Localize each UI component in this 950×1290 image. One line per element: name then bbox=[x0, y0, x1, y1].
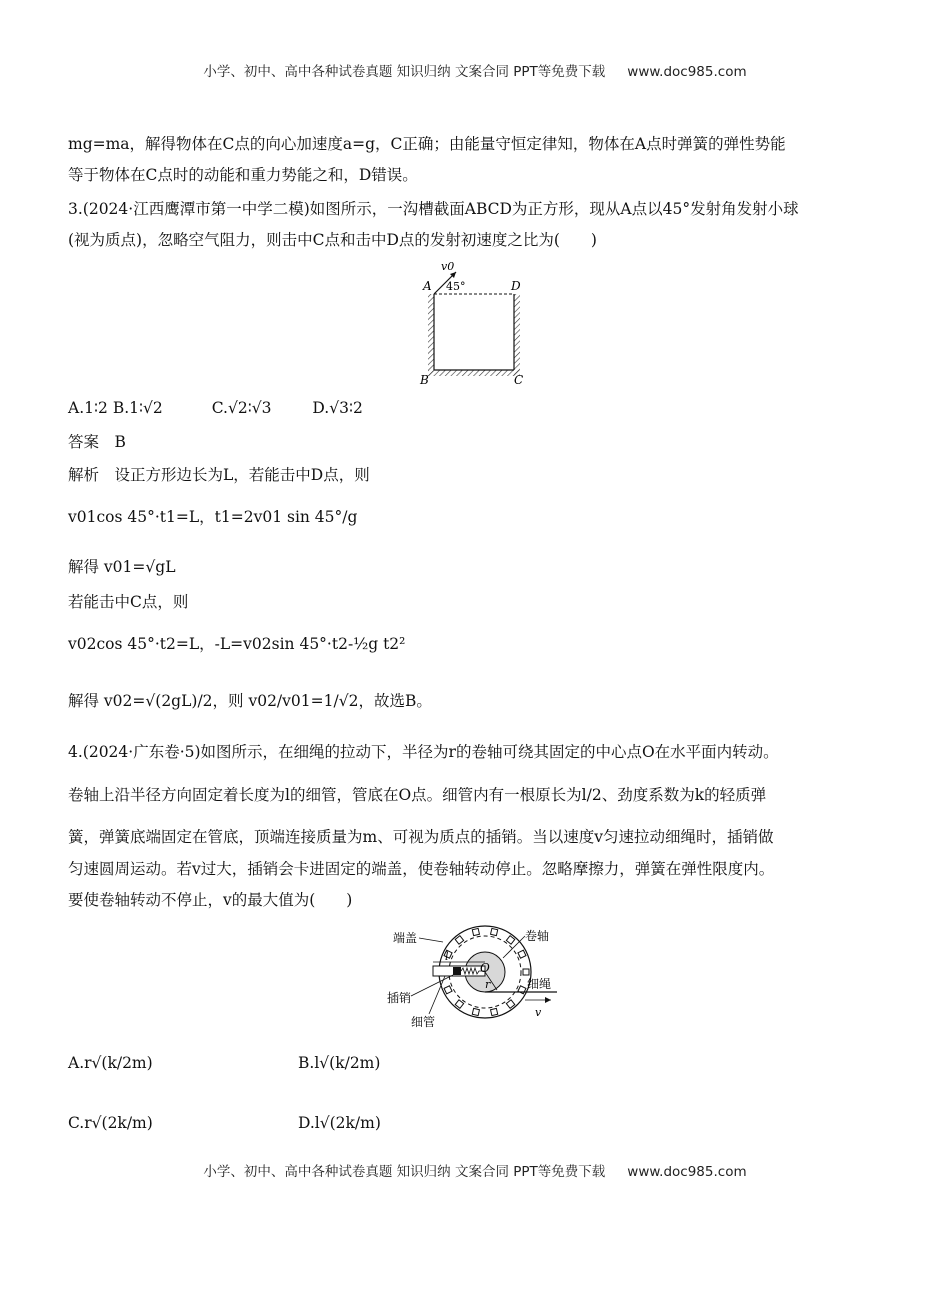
q3-solution-6: 解得 v02=√(2gL)/2，则 v02/v01=1/√2，故选B。 bbox=[68, 692, 432, 710]
q3-solution-4: 若能击中C点，则 bbox=[68, 593, 189, 611]
point-a-label: A bbox=[423, 279, 432, 293]
q3-options bbox=[68, 397, 363, 419]
q3-solution-5: v02cos 45°·t2=L，-L=v02sin 45°·t2-½g t2² bbox=[68, 635, 406, 653]
q3-stem-line-1: 3.(2024·江西鹰潭市第一中学二模)如图所示，一沟槽截面ABCD为正方形，现从A点以45°发射角发射小球 bbox=[68, 200, 799, 218]
bottom-wall bbox=[428, 370, 520, 376]
ring-tooth bbox=[491, 928, 498, 935]
footer-text: 小学、初中、高中各种试卷真题 知识归纳 文案合同 PPT等免费下载 bbox=[203, 1164, 606, 1180]
q4-option-b[interactable]: B.l√(k/2m) bbox=[298, 1054, 381, 1072]
ring-tooth bbox=[472, 928, 479, 935]
o-label: O bbox=[480, 961, 490, 975]
v0-label: v0 bbox=[441, 260, 455, 273]
header-url[interactable]: www.doc985.com bbox=[627, 64, 747, 80]
header-text: 小学、初中、高中各种试卷真题 知识归纳 文案合同 PPT等免费下载 bbox=[203, 64, 606, 80]
q3-option-c[interactable]: C.√2∶√3 bbox=[211, 399, 272, 417]
q4-stem-line-1: 4.(2024·广东卷·5)如图所示，在细绳的拉动下，半径为r的卷轴可绕其固定的中心点O在水平面内转动。 bbox=[68, 743, 779, 761]
pin bbox=[453, 967, 461, 975]
q3-solution-1: 解析 设正方形边长为L，若能击中D点，则 bbox=[68, 466, 370, 484]
q4-option-c[interactable]: C.r√(2k/m) bbox=[68, 1114, 153, 1132]
q3-solution-3: 解得 v01=√gL bbox=[68, 558, 176, 576]
continuation-line-1: mg=ma，解得物体在C点的向心加速度a=g，C正确；由能量守恒定律知，物体在A点时弹簧的弹性势能 bbox=[68, 135, 786, 153]
ring-tooth bbox=[491, 1008, 498, 1015]
r-label: r bbox=[485, 978, 491, 991]
q4-option-a[interactable]: A.r√(k/2m) bbox=[68, 1054, 153, 1072]
l-label: l bbox=[445, 950, 449, 963]
rope-label: 细绳 bbox=[527, 977, 552, 991]
q3-answer: 答案 B bbox=[68, 433, 126, 451]
angle-label: 45° bbox=[446, 280, 466, 293]
ring-tooth bbox=[523, 969, 529, 975]
pin-label: 插销 bbox=[387, 991, 412, 1005]
page-footer bbox=[0, 1160, 950, 1180]
q3-solution-2: v01cos 45°·t1=L，t1=2v01 sin 45°/g bbox=[68, 508, 358, 526]
ring-tooth bbox=[472, 1008, 479, 1015]
point-d-label: D bbox=[511, 279, 521, 293]
q4-reel-figure bbox=[385, 922, 565, 1034]
q3-stem-line-2: (视为质点)，忽略空气阻力，则击中C点和击中D点的发射初速度之比为( ) bbox=[68, 231, 597, 249]
v-label: v bbox=[535, 1006, 542, 1019]
left-wall bbox=[428, 294, 434, 376]
q4-stem-line-3: 簧，弹簧底端固定在管底，顶端连接质量为m、可视为质点的插销。当以速度v匀速拉动细绳时，插销做 bbox=[68, 828, 774, 846]
q4-stem-line-5: 要使卷轴转动不停止，v的最大值为( ) bbox=[68, 891, 353, 909]
right-wall bbox=[514, 294, 520, 376]
continuation-line-2: 等于物体在C点时的动能和重力势能之和，D错误。 bbox=[68, 166, 418, 184]
q3-option-b[interactable]: B.1∶√2 bbox=[112, 399, 163, 417]
q3-option-d[interactable]: D.√3∶2 bbox=[312, 399, 363, 417]
end-cap-label: 端盖 bbox=[393, 931, 418, 945]
q4-option-d[interactable]: D.l√(2k/m) bbox=[298, 1114, 381, 1132]
q4-stem-line-2: 卷轴上沿半径方向固定着长度为l的细管，管底在O点。细管内有一根原长为l/2、劲度系数为k的轻质弹 bbox=[68, 786, 767, 804]
q3-option-a[interactable]: A.1∶2 bbox=[68, 399, 108, 417]
point-b-label: B bbox=[420, 373, 429, 387]
q3-groove-figure bbox=[410, 258, 535, 388]
tube-label: 细管 bbox=[411, 1015, 436, 1029]
q4-stem-line-4: 匀速圆周运动。若v过大，插销会卡进固定的端盖，使卷轴转动停止。忽略摩擦力，弹簧在弹性限度内。 bbox=[68, 860, 775, 878]
point-c-label: C bbox=[514, 373, 524, 387]
page-header bbox=[0, 60, 950, 80]
reel-label: 卷轴 bbox=[525, 929, 550, 943]
footer-url[interactable]: www.doc985.com bbox=[627, 1164, 747, 1180]
